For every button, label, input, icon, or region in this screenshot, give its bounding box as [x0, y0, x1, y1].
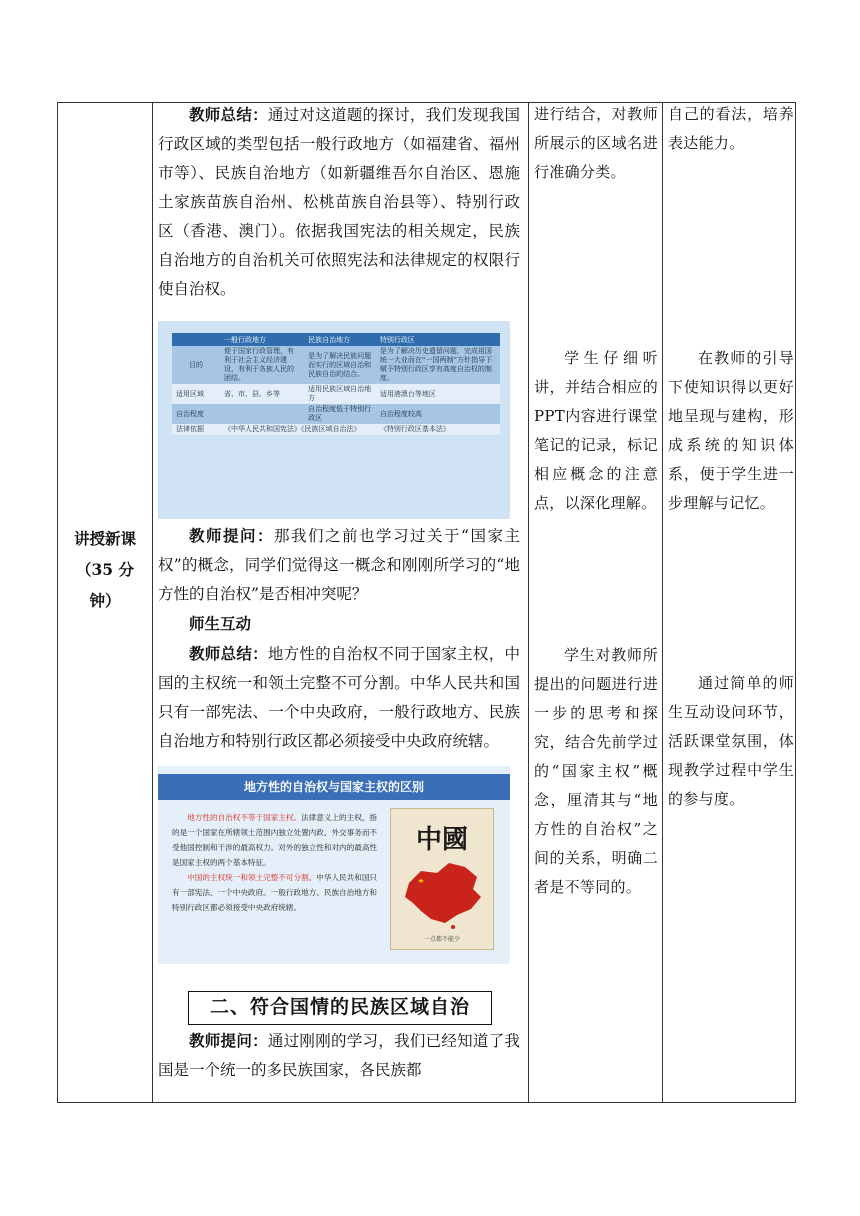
column-divider [662, 103, 663, 1102]
table-cell: 自治程度低于特别行政区 [304, 404, 376, 424]
paragraph-text: 通过简单的师生互动设问环节，活跃课堂氛围，体现教学过程中学生的参与度。 [668, 674, 794, 808]
section-label-line: 讲授新课 [73, 529, 136, 548]
student-activity-3 [534, 641, 658, 902]
section-label-line: （35 分 [76, 560, 134, 579]
table-cell: 自治程度较高 [376, 404, 500, 424]
table-cell: 是为了解决历史遗留问题，完成祖国统一大业而在“一国两制”方针指导下赋予特别行政区享有高度自治权的制度。 [376, 346, 500, 384]
highlight-text: 中国的主权统一和领土完整不可分割。 [187, 873, 317, 882]
china-map-poster [390, 808, 494, 950]
paragraph-text: 学生对教师所提出的问题进行进一步的思考和探究，结合先前学过的“国家主权”概念，厘清其与“地方性的自治权”之间的关系，明确二者是不等同的。 [534, 646, 658, 896]
slide-paragraph: 法律意义上的主权，指的是一个国家在所辖领土范围内独立处置内政、外交事务而不受他国控制和干涉的最高权力。对外的独立性和对内的最高性是国家主权的两个基本特征。 [172, 813, 378, 867]
admin-region-table-slide [158, 321, 510, 519]
poster-title: 中國 [415, 825, 468, 855]
table-cell: 适用区域 [172, 384, 220, 404]
student-activity-2 [534, 344, 658, 518]
table-cell: 《特别行政区基本法》 [376, 424, 500, 435]
table-cell [220, 404, 304, 424]
table-cell: 适用港澳台等地区 [376, 384, 500, 404]
table-cell: 便于国家行政管理，有利于社会主义经济建设，有利于各族人民的团结。 [220, 346, 304, 384]
paragraph-text: 在教师的引导下使知识得以更好地呈现与建构，形成系统的知识体系，便于学生进一步理解与记忆。 [668, 349, 794, 512]
sovereignty-slide [158, 766, 510, 964]
lead-label: 教师总结： [189, 644, 268, 663]
paragraph-text: 地方性的自治权不同于国家主权，中国的主权统一和领土完整不可分割。中华人民共和国只有一部宪法、一个中央政府，一般行政地方、民族自治地方和特别行政区都必须接受中央政府统辖。 [158, 645, 520, 750]
section-label [58, 523, 152, 616]
table-cell: 法律依据 [172, 424, 220, 435]
paragraph-text: 自己的看法，培养表达能力。 [668, 105, 794, 152]
table-row [172, 424, 500, 435]
table-row [172, 384, 500, 404]
table-row [172, 346, 500, 384]
table-header: 一般行政地方 [220, 333, 304, 346]
table-cell: 目的 [172, 346, 220, 384]
section-label-line: 钟） [89, 591, 121, 610]
paragraph-text: 通过刚刚的学习，我们已经知道了我国是一个统一的多民族国家，各民族都 [158, 1032, 520, 1079]
admin-region-table [172, 333, 500, 435]
lead-label: 教师提问： [189, 1031, 268, 1050]
table-cell: 适用民族区域自治地方 [304, 384, 376, 404]
paragraph-text: 进行结合，对教师所展示的区域名进行准确分类。 [534, 105, 658, 181]
paragraph-text: 通过对这道题的探讨，我们发现我国行政区域的类型包括一般行政地方（如福建省、福州市等）、民族自治地方（如新疆维吾尔自治区、恩施土家族苗族自治州、松桃苗族自治县等）、特别行政区（香港、澳门）。依据我国宪法的相关规定，民族自治地方的自治机关可依照宪法和法律规定的权限行使自治权。 [158, 106, 520, 298]
lesson-table [57, 102, 796, 1103]
slide-text [172, 810, 384, 915]
table-header [172, 333, 220, 346]
student-activity-1 [534, 100, 658, 187]
table-header: 民族自治地方 [304, 333, 376, 346]
lead-label: 教师总结： [189, 105, 268, 124]
teacher-summary-1 [158, 100, 520, 304]
teacher-question-1 [158, 521, 520, 756]
interaction-label: 师生互动 [189, 614, 252, 633]
paragraph-text: 那我们之前也学习过关于“国家主权”的概念，同学们觉得这一概念和刚刚所学习的“地方性的自治权”是否相冲突呢？ [158, 527, 520, 603]
table-cell: 省、市、县、乡等 [220, 384, 304, 404]
highlight-text: 地方性的自治权不等于国家主权。 [187, 813, 302, 822]
design-intent-1 [668, 100, 794, 158]
slide-title: 地方性的自治权与国家主权的区别 [158, 774, 510, 800]
section-heading: 二、符合国情的民族区域自治 [188, 991, 492, 1025]
poster-caption: 一点都不能少 [423, 936, 460, 943]
teacher-question-2 [158, 1026, 520, 1085]
column-divider [528, 103, 529, 1102]
paragraph-text: 学生仔细听讲，并结合相应的PPT内容进行课堂笔记的记录，标记相应概念的注意点，以深化理解。 [534, 349, 658, 512]
table-cell: 《中华人民共和国宪法》《民族区域自治法》 [220, 424, 376, 435]
table-cell: 是为了解决民族问题而实行的区域自治和民族自治的结合。 [304, 346, 376, 384]
column-divider [152, 103, 153, 1102]
design-intent-2 [668, 344, 794, 518]
table-row [172, 404, 500, 424]
lead-label: 教师提问： [189, 526, 275, 545]
design-intent-3 [668, 669, 794, 814]
slide-paragraph: 中华人民共和国只有一部宪法、一个中央政府。一般行政地方、民族自治地方和特别行政区都必须接受中央政府统辖。 [172, 873, 378, 912]
china-map-icon [391, 853, 493, 933]
table-cell: 自治程度 [172, 404, 220, 424]
table-header: 特别行政区 [376, 333, 500, 346]
